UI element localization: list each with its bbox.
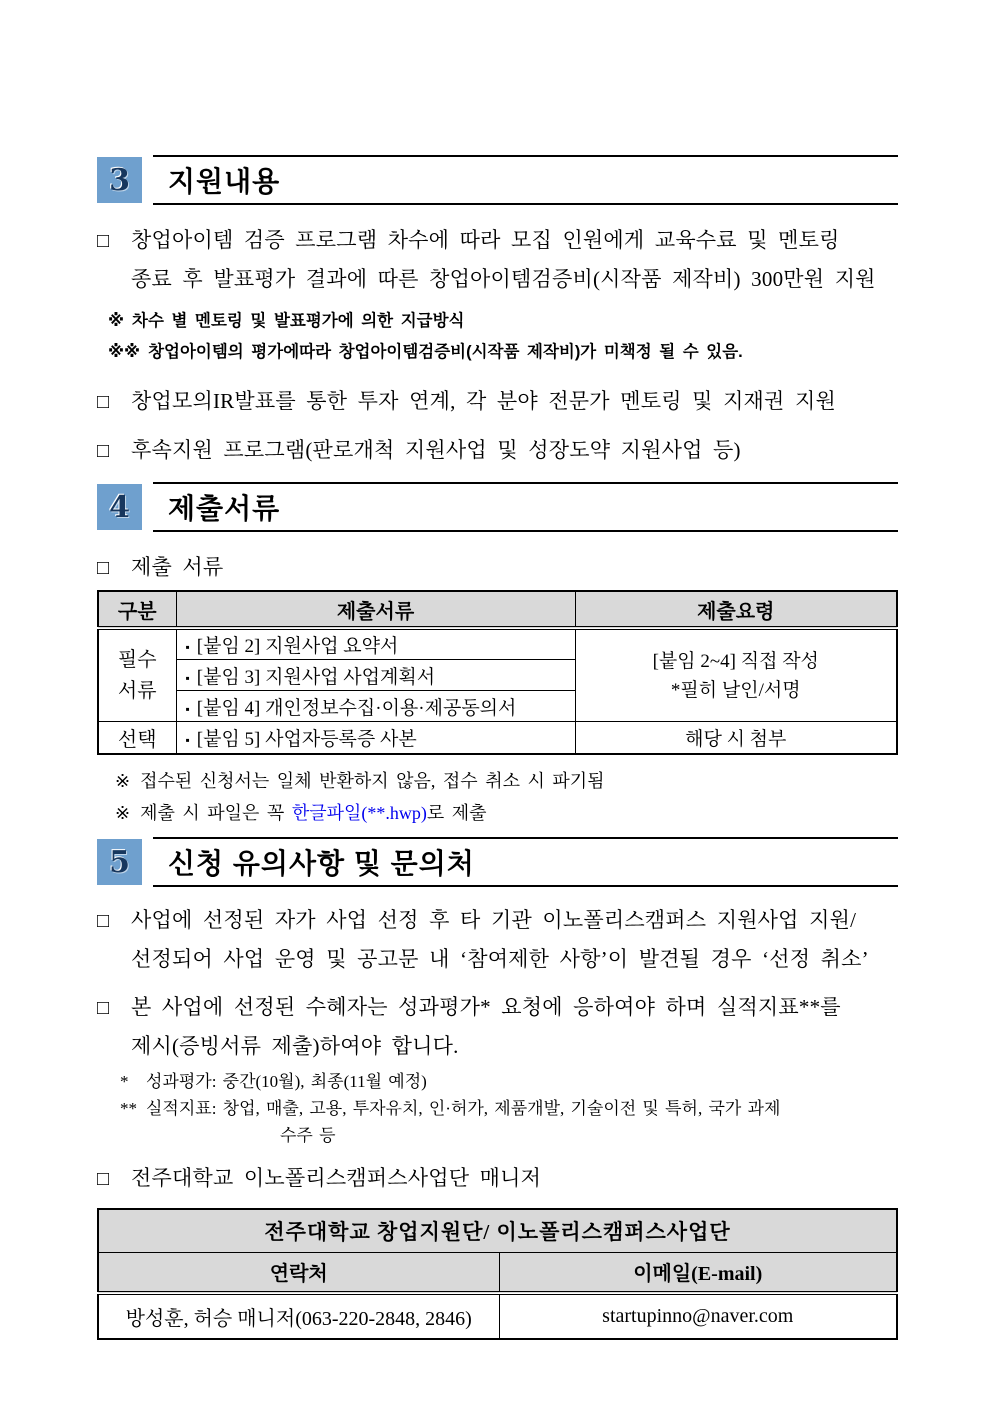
square-bullet-icon: ▪ [185,670,190,685]
reference-mark-icon: ※ [115,771,131,791]
paragraph-text: 후속지원 프로그램(판로개척 지원사업 및 성장도약 지원사업 등) [131,438,741,462]
checkbox-icon: □ [97,391,110,413]
subnote-text: 실적지표: 창업, 매출, 고용, 투자유치, 인·허가, 제품개발, 기술이전 및 특허, 국가 과제 [146,1099,781,1118]
support-content-paragraph-3 [97,431,898,470]
section-3-title-rule [153,155,898,205]
table-row [98,722,897,755]
section-4-title-rule [153,482,898,532]
paragraph-text: 전주대학교 이노폴리스캠퍼스사업단 매니저 [131,1166,542,1190]
document-name: [붙임 4] 개인정보수집·이용·제공동의서 [196,697,517,719]
subnote-line [120,1095,898,1122]
paragraph-text: 사업에 선정된 자가 사업 선정 후 타 기관 이노폴리스캠퍼스 지원사업 지원/ [131,908,857,932]
required-instructions-cell [575,628,897,722]
paragraph-text: 제출 서류 [131,555,224,579]
subnote-continuation: 수주 등 [280,1126,336,1145]
note-line [115,765,898,797]
note-text: 로 제출 [426,803,487,823]
submission-documents-intro [97,552,898,583]
note-text: 제출 시 파일은 꼭 [140,803,292,823]
document-name: [붙임 2] 지원사업 요약서 [196,636,399,657]
paragraph-text: 창업모의IR발표를 통한 투자 연계, 각 분야 전문가 멘토링 및 지재권 지원 [131,389,836,413]
document-name: [붙임 5] 사업자등록증 사본 [196,729,417,750]
hwp-file-link[interactable]: 한글파일(**.hwp) [291,803,427,823]
contact-table-title: 전주대학교 창업지원단/ 이노폴리스캠퍼스사업단 [98,1209,897,1252]
section-3-number-badge: 3 [97,157,142,203]
table-header-row [98,591,897,628]
checkbox-icon: □ [97,557,110,579]
document-cell [176,691,575,722]
document-content [97,155,898,1340]
section-5-header [97,837,898,887]
submission-notes [97,765,898,829]
checkbox-icon: □ [97,230,110,252]
square-bullet-icon: ▪ [185,701,190,716]
subnote-text: 성과평가: 중간(10월), 최종(11월 예정) [146,1072,427,1091]
contact-table-data-row [98,1293,897,1339]
subnote-line [120,1068,898,1095]
label-line: 필수 [117,648,157,671]
section-4-number-badge: 4 [97,484,142,530]
paragraph-text: 제시(증빙서류 제출)하여야 합니다. [131,1034,459,1058]
note-line [115,797,898,829]
label-line: 서류 [117,679,157,702]
section-3-header [97,155,898,205]
note-text: 차수 별 멘토링 및 발표평가에 의한 지급방식 [132,312,465,330]
square-bullet-icon: ▪ [185,640,190,654]
paragraph-text: 본 사업에 선정된 수혜자는 성과평가* 요청에 응하여야 하며 실적지표**를 [131,995,841,1019]
document-name: [붙임 3] 지원사업 사업계획서 [196,666,436,688]
asterisk-mark: * [120,1072,129,1091]
section-3-title: 지원내용 [168,166,281,197]
support-content-paragraph-1 [97,221,898,298]
contact-table-header-row [98,1252,897,1293]
square-bullet-icon: ▪ [185,733,190,747]
document-cell [176,722,575,755]
notice-paragraph-1 [97,901,898,978]
contact-table [97,1208,898,1340]
paragraph-text: 창업아이템 검증 프로그램 차수에 따라 모집 인원에게 교육수료 및 멘토링 [131,228,840,252]
double-reference-mark-icon: ※※ [108,343,141,361]
manager-contact-info: 방성훈, 허승 매니저(063-220-2848, 2846) [98,1293,499,1339]
notice-paragraph-3 [97,1159,898,1198]
reference-mark-icon: ※ [108,312,125,330]
note-line [108,306,898,337]
note-text: 창업아이템의 평가에따라 창업아이템검증비(시작품 제작비)가 미책정 될 수 있음. [148,343,743,361]
paragraph-text: 선정되어 사업 운영 및 공고문 내 ‘참여제한 사항’이 발견될 경우 ‘선정 취소’ [131,947,869,971]
column-header-email: 이메일(E-mail) [499,1252,897,1293]
checkbox-icon: □ [97,910,110,932]
paragraph-text: 종료 후 발표평가 결과에 따른 창업아이템검증비(시작품 제작비) 300만원 지원 [131,267,876,291]
notice-subnotes [97,1068,898,1149]
section-4-title: 제출서류 [168,493,281,524]
note-text: 접수된 신청서는 일체 반환하지 않음, 접수 취소 시 파기됨 [140,771,605,791]
column-header-category: 구분 [98,591,176,628]
section-4-header [97,482,898,532]
submission-documents-table [97,590,898,755]
support-content-paragraph-2 [97,382,898,421]
optional-instructions-cell: 해당 시 첨부 [575,722,897,755]
optional-documents-label: 선택 [98,722,176,755]
support-content-notes [97,306,898,368]
required-documents-label [98,628,176,722]
column-header-documents: 제출서류 [176,591,575,628]
notice-paragraph-2 [97,988,898,1065]
checkbox-icon: □ [97,1168,110,1190]
column-header-instructions: 제출요령 [575,591,897,628]
instruction-line: [붙임 2~4] 직접 작성 [652,650,819,672]
section-5-title-rule [153,837,898,887]
document-cell [176,660,575,691]
column-header-contact: 연락처 [98,1252,499,1293]
double-asterisk-mark: ** [120,1099,137,1118]
section-5-number-badge: 5 [97,839,142,885]
section-5-title: 신청 유의사항 및 문의처 [168,848,475,879]
checkbox-icon: □ [97,997,110,1019]
reference-mark-icon: ※ [115,803,131,823]
note-line [108,337,898,368]
checkbox-icon: □ [97,440,110,462]
document-cell [176,628,575,660]
contact-email: startupinno@naver.com [499,1293,897,1339]
contact-table-title-row [98,1209,897,1252]
instruction-line: *필히 날인/서명 [670,679,801,701]
table-row [98,628,897,660]
